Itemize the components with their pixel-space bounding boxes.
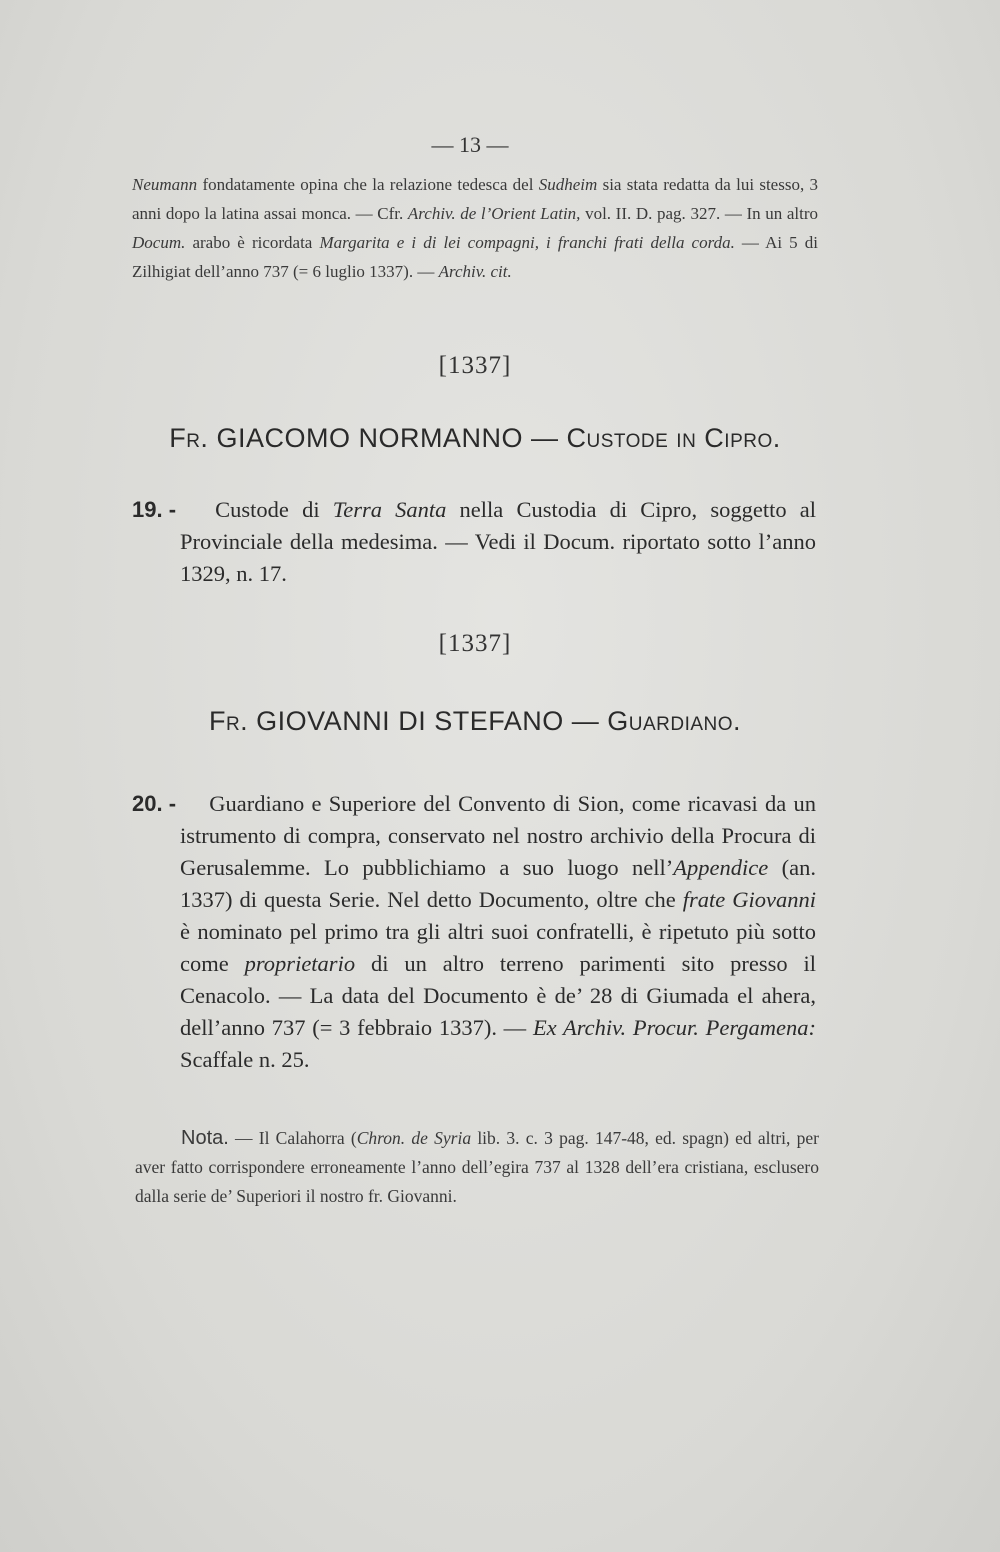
intro-text: Margarita e i di lei compagni, i franchi frati della corda. — [319, 233, 735, 252]
heading-prefix: Fr. — [208, 706, 257, 736]
entry-text: nella Custodia di Cipro, soggetto al Provinciale della medesima. — Vedi il Docum. riportato sotto l’anno 1329, n. 17. — [180, 497, 816, 586]
entry-number: 19. - — [132, 497, 177, 522]
section-year: [1337] — [438, 352, 512, 379]
heading-name: GIOVANNI DI STEFANO — [256, 706, 564, 736]
entry-text: è nominato pel primo tra gli altri suoi confratelli, è ripetuto più sotto come — [180, 919, 816, 976]
entry-paragraph — [132, 494, 816, 590]
entry-text: Appendice — [673, 855, 769, 880]
entry-number: 20. - — [132, 791, 177, 816]
note-label: Nota. — [181, 1127, 229, 1149]
section-heading — [0, 706, 950, 737]
intro-text: — Ai 5 di Zilhigiat dell’anno 737 (= 6 luglio 1337). — — [132, 233, 819, 281]
note-text: Chron. de Syria — [356, 1128, 472, 1148]
intro-text: Docum. — [132, 233, 186, 252]
heading-dash: — — [563, 706, 608, 736]
intro-paragraph — [132, 170, 818, 286]
entry-text: Guardiano e Superiore del Convento di Sion, come ricavasi da un istrumento di compra, conservato nel nostro archivio della Procura di Gerusalemme. Lo pubblichiamo a suo luogo nell’ — [180, 791, 816, 880]
heading-prefix: Fr. — [169, 423, 217, 453]
intro-text: Neumann — [132, 175, 198, 194]
entry-text: Terra Santa — [332, 497, 447, 522]
intro-text: vol. II. D. pag. 327. — In un altro — [580, 204, 819, 223]
entry-text: frate Giovanni — [682, 887, 816, 912]
intro-text: fondatamente opina che la relazione tedesca del — [197, 175, 539, 194]
section-year: [1337] — [438, 630, 512, 657]
intro-text: sia stata redatta da lui stesso, 3 anni dopo la latina assai monca. — Cfr. — [132, 175, 818, 223]
intro-text: Archiv. de l’Orient Latin, — [407, 204, 581, 223]
note-text: — Il Calahorra ( — [228, 1128, 357, 1148]
entry-text: proprietario — [244, 951, 356, 976]
note-text: lib. 3. c. 3 pag. 147-48, ed. spagn) ed altri, per aver fatto corrispondere erroneamente l’anno dell’egira 737 al 1328 dell’era cristiana, esclusero dalla serie de’ Superiori il nostro fr. Giovanni. — [135, 1128, 819, 1206]
heading-role: Custode in Cipro. — [566, 423, 781, 453]
entry-text: Scaffale n. 25. — [180, 1047, 310, 1072]
entry-text: (an. 1337) di questa Serie. Nel detto Documento, oltre che — [180, 855, 816, 912]
intro-text: Archiv. cit. — [438, 262, 512, 281]
heading-role: Guardiano. — [607, 706, 742, 736]
footnote — [135, 1124, 819, 1211]
section-heading — [0, 423, 950, 454]
intro-text: Sudheim — [538, 175, 598, 194]
page-number: — 13 — — [431, 132, 509, 157]
entry-text: Custode di — [202, 497, 333, 522]
entry-paragraph — [132, 788, 817, 1076]
entry-text: di un altro terreno parimenti sito presso il Cenacolo. — La data del Documento è de’ 28 di Giumada el ahera, dell’anno 737 (= 3 febbraio 1337). — — [180, 951, 816, 1040]
heading-name: GIACOMO NORMANNO — [216, 423, 523, 453]
intro-text: arabo è ricordata — [185, 233, 320, 252]
heading-dash: — — [522, 423, 567, 453]
entry-text: Ex Archiv. Procur. Pergamena: — [532, 1015, 817, 1040]
